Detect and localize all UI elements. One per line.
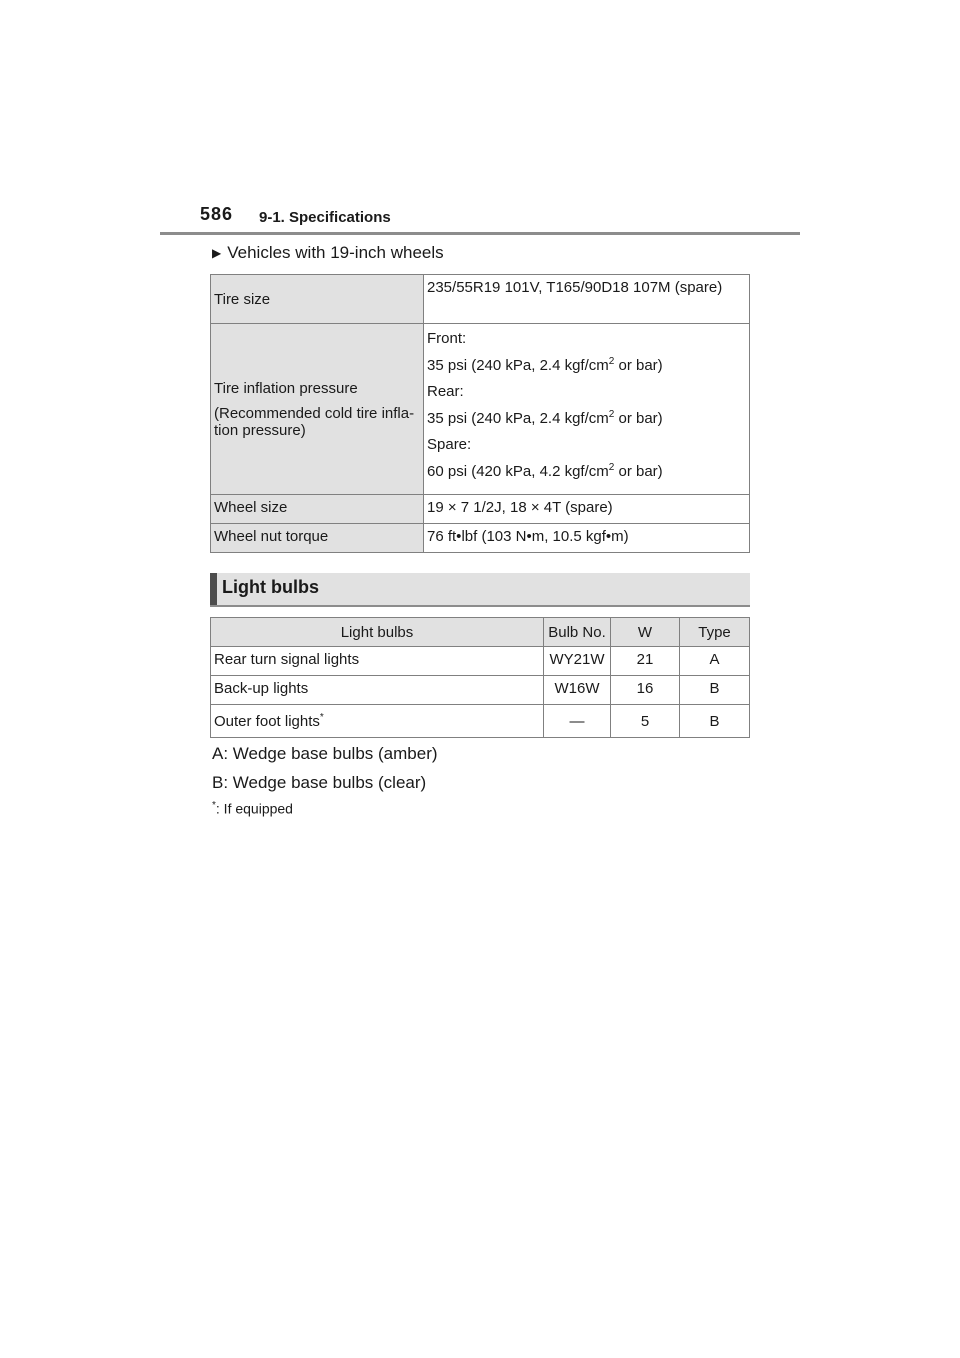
column-header: W — [611, 618, 680, 647]
nut-torque-value: 76 ft•lbf (103 N•m, 10.5 kgf•m) — [424, 524, 750, 553]
bar-suffix: or bar) — [614, 410, 663, 427]
table-header-row — [211, 618, 750, 647]
page-number: 586 — [200, 204, 234, 224]
column-header: Bulb No. — [544, 618, 611, 647]
table-row — [211, 524, 750, 553]
table-row — [211, 275, 750, 324]
table-row — [211, 647, 750, 676]
header-rule — [160, 232, 800, 235]
table-cell: 21 — [611, 647, 680, 676]
front-value-line — [427, 356, 746, 374]
subheading-text: Vehicles with 19-inch wheels — [227, 243, 444, 262]
tire-size-value: 235/55R19 101V, T165/90D18 107M (spare) — [424, 275, 750, 324]
heading-rule — [210, 605, 750, 607]
front-label: Front: — [427, 330, 467, 347]
note-a: A: Wedge base bulbs (amber) — [212, 744, 438, 763]
spare-value-line — [427, 462, 746, 480]
spare-value: 60 psi (420 kPa, 4.2 kgf/cm — [427, 463, 609, 480]
light-bulbs-heading: Light bulbs — [222, 577, 319, 597]
rear-label: Rear: — [427, 383, 464, 400]
pressure-sublabel: (Recommended cold tire infla-tion pressure) — [214, 404, 415, 439]
heading-accent-bar — [210, 573, 217, 606]
asterisk: * — [319, 712, 324, 723]
bulb-name: Outer foot lights — [214, 713, 320, 730]
bar-suffix: or bar) — [614, 463, 663, 480]
tire-spec-table — [210, 274, 750, 553]
footnote — [212, 800, 293, 817]
section-title: 9-1. Specifications — [259, 209, 391, 226]
pressure-label: Tire inflation pressure — [214, 379, 358, 397]
bar-suffix: or bar) — [614, 357, 663, 374]
tire-size-label: Tire size — [211, 275, 424, 324]
footnote-text: : If equipped — [215, 800, 293, 817]
table-row — [211, 705, 750, 738]
pressure-label-cell — [211, 324, 424, 495]
footnote-mark: * — [212, 800, 216, 811]
table-cell: B — [680, 676, 750, 705]
table-cell: W16W — [544, 676, 611, 705]
pressure-values-cell — [424, 324, 750, 495]
column-header: Type — [680, 618, 750, 647]
spare-label: Spare: — [427, 436, 472, 453]
triangle-bullet-icon: ▶ — [212, 246, 222, 260]
table-cell: A — [680, 647, 750, 676]
superscript: 2 — [608, 356, 615, 367]
rear-value-line — [427, 409, 746, 427]
table-cell: 5 — [611, 705, 680, 738]
table-cell: WY21W — [544, 647, 611, 676]
table-cell: B — [680, 705, 750, 738]
superscript: 2 — [608, 462, 615, 473]
front-value: 35 psi (240 kPa, 2.4 kgf/cm — [427, 357, 609, 374]
rear-value: 35 psi (240 kPa, 2.4 kgf/cm — [427, 410, 609, 427]
wheel-size-value: 19 × 7 1/2J, 18 × 4T (spare) — [424, 495, 750, 524]
subheading — [212, 243, 444, 263]
note-b: B: Wedge base bulbs (clear) — [212, 773, 427, 792]
column-header: Light bulbs — [211, 618, 544, 647]
table-row — [211, 324, 750, 495]
table-cell: Rear turn signal lights — [211, 647, 544, 676]
table-row — [211, 495, 750, 524]
table-row — [211, 676, 750, 705]
table-cell: — — [544, 705, 611, 738]
table-cell: 16 — [611, 676, 680, 705]
wheel-size-label: Wheel size — [211, 495, 424, 524]
table-cell — [211, 705, 544, 738]
light-bulbs-heading-band — [210, 573, 750, 606]
nut-torque-label: Wheel nut torque — [211, 524, 424, 553]
light-bulbs-table — [210, 617, 750, 738]
superscript: 2 — [608, 409, 615, 420]
table-cell: Back-up lights — [211, 676, 544, 705]
